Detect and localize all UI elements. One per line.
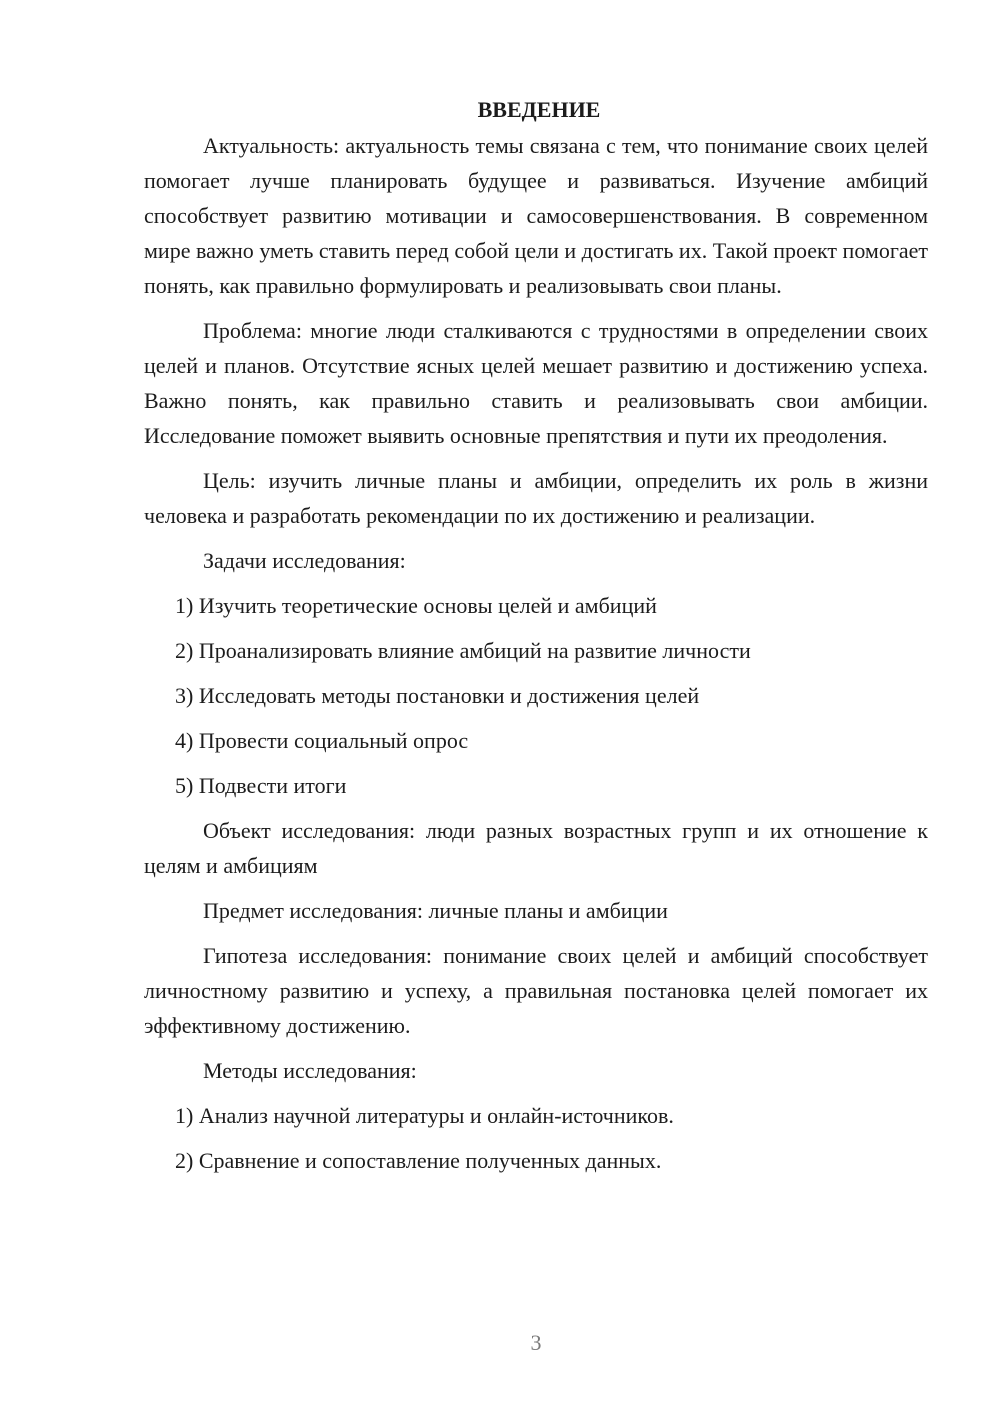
method-item: 2) Сравнение и сопоставление полученных данных.: [175, 1148, 662, 1173]
tasks-title: Задачи исследования:: [203, 548, 406, 573]
document-page: [144, 92, 928, 1188]
problem-paragraph: Проблема: многие люди сталкиваются с трудностями в определении своих целей и планов. Отсутствие ясных целей мешает развитию и достижению успеха. Важно понять, как правильно ставить и реализовывать свои амбиции. Исследование поможет выявить основные препятствия и пути их преодоления.: [144, 318, 928, 448]
method-item: 1) Анализ научной литературы и онлайн-источников.: [175, 1103, 674, 1128]
object-paragraph: Объект исследования: люди разных возрастных групп и их отношение к целям и амбициям: [144, 818, 928, 878]
task-item: 2) Проанализировать влияние амбиций на развитие личности: [175, 638, 751, 663]
relevance-paragraph: Актуальность: актуальность темы связана с тем, что понимание своих целей помогает лучше планировать будущее и развиваться. Изучение амбиций способствует развитию мотивации и самосовершенствования. В современном мире важно уметь ставить перед собой цели и достигать их. Такой проект помогает понять, как правильно формулировать и реализовывать свои планы.: [144, 133, 928, 298]
task-item: 3) Исследовать методы постановки и достижения целей: [175, 683, 700, 708]
task-item: 5) Подвести итоги: [175, 773, 347, 798]
goal-paragraph: Цель: изучить личные планы и амбиции, определить их роль в жизни человека и разработать рекомендации по их достижению и реализации.: [144, 468, 928, 528]
subject-paragraph: Предмет исследования: личные планы и амбиции: [203, 898, 668, 923]
page-number: 3: [530, 1330, 542, 1355]
task-item: 1) Изучить теоретические основы целей и амбиций: [175, 593, 657, 618]
hypothesis-paragraph: Гипотеза исследования: понимание своих целей и амбиций способствует личностному развитию и успеху, а правильная постановка целей помогает их эффективному достижению.: [144, 943, 928, 1038]
task-item: 4) Провести социальный опрос: [175, 728, 469, 753]
section-heading: ВВЕДЕНИЕ: [477, 97, 601, 122]
methods-title: Методы исследования:: [203, 1058, 417, 1083]
